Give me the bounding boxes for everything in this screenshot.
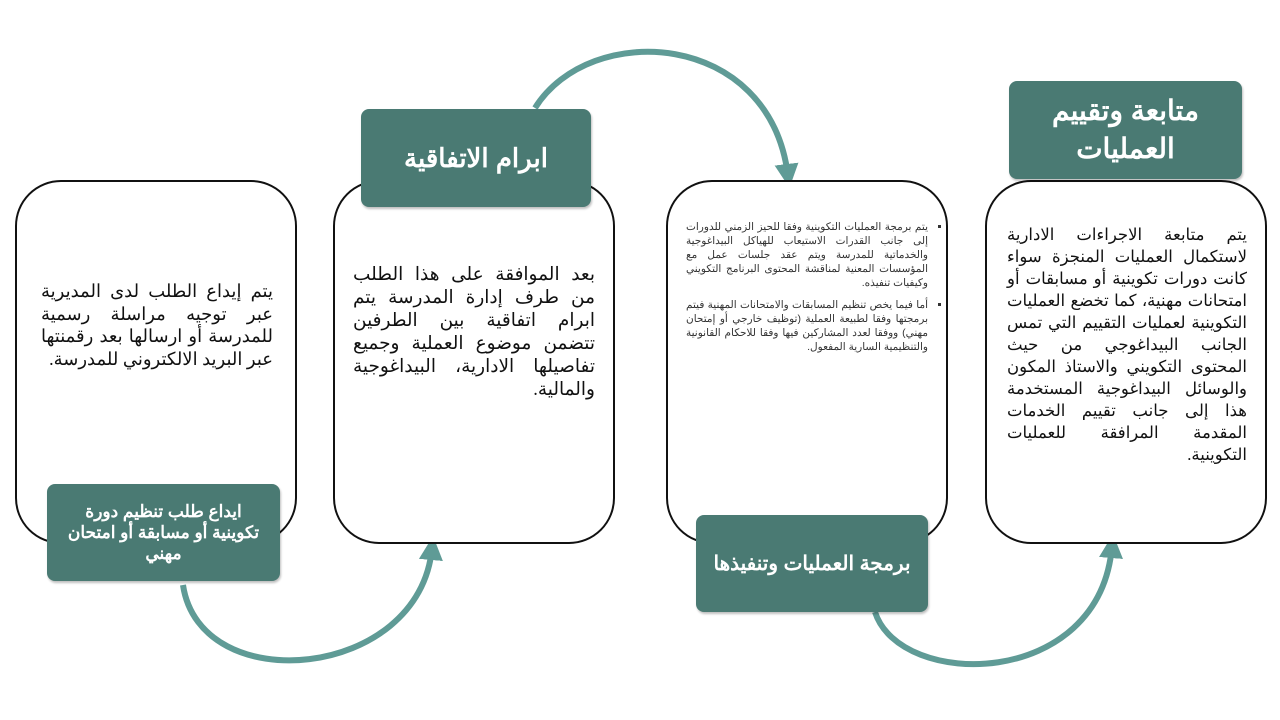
step3-bullet: ▪ يتم برمجة العمليات التكوينية وفقا للحيز الزمني للدورات إلى جانب القدرات الاستيعاب للهياكل البيداغوجية والخدماتية للمدرسة ويتم عقد جلسات عمل مع المؤسسات المعنية لمناقشة المحتوى البرنامج التكويني وكيفيات تنفيذه. (686, 220, 928, 290)
step2-title: ابرام الاتفاقية (404, 142, 548, 173)
step1-label (47, 484, 280, 581)
step3-bullet: ▪ أما فيما يخص تنظيم المسابقات والامتحانات المهنية فيتم برمجتها وفقا لطبيعة العملية (توظيف خارجي أو إمتحان مهني) ووفقا لعدد المشاركين فيها وفقا للاحكام القانونية والتنظيمية السارية المفعول. (686, 298, 928, 354)
step3-card (666, 180, 948, 544)
step3-title: برمجة العمليات وتنفيذها (713, 553, 911, 575)
step2-text: بعد الموافقة على هذا الطلب من طرف إدارة المدرسة يتم ابرام اتفاقية بين الطرفين تتضمن موضوع العملية وجميع تفاصيلها الادارية، البيداغوجية والمالية. (353, 265, 595, 400)
step1-title: ايداع طلب تنظيم دورة تكوينية أو مسابقة أو امتحان مهني (67, 502, 260, 563)
step3-bullets (686, 220, 942, 362)
step4-card (985, 180, 1267, 544)
step3-label (696, 515, 928, 612)
step4-text: يتم متابعة الاجراءات الادارية لاستكمال العمليات المنجزة سواء كانت دورات تكوينية أو مسابقات أو امتحانات مهنية، كما تخضع العمليات التكوينية لعمليات التقييم التي تمس الجانب البيداغوجي من حيث المحتوى التكويني والاستاذ المكون والوسائل البيداغوجية المستخدمة هذا إلى جانب تقييم الخدمات المقدمة المرافقة للعمليات التكوينية. (1007, 225, 1247, 464)
step2-card (333, 180, 615, 544)
step2-label (361, 109, 591, 207)
step4-title: متابعة وتقييم العمليات (1051, 95, 1200, 164)
step4-label (1009, 81, 1242, 179)
step1-text: يتم إيداع الطلب لدى المديرية عبر توجيه مراسلة رسمية للمدرسة أو ارسالها بعد رقمنتها عبر البريد الالكتروني للمدرسة. (41, 281, 273, 369)
